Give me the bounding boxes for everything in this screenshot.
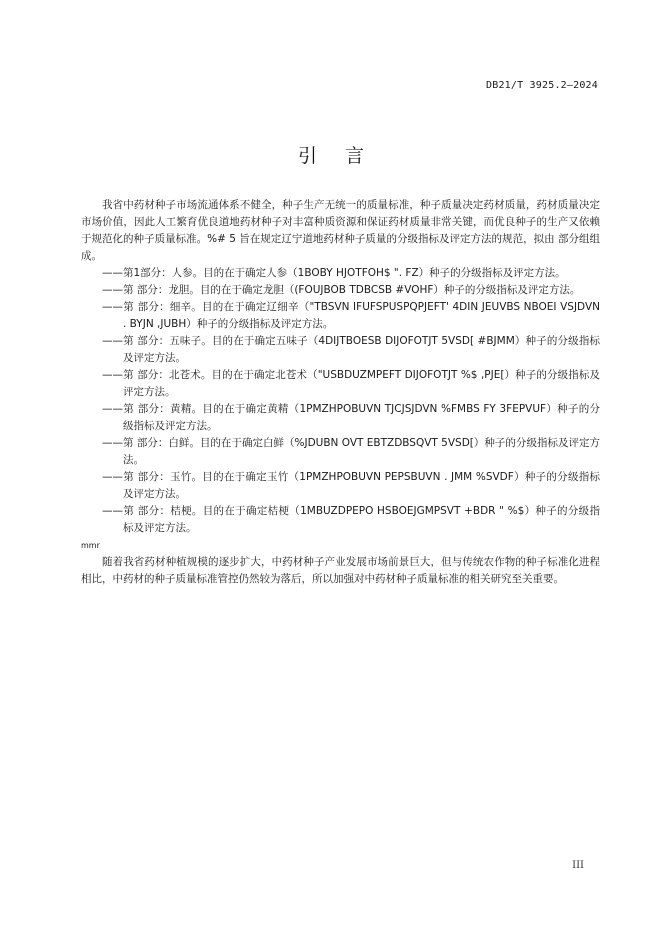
section-marker: mmr: [81, 541, 100, 550]
part-item: ——第 部分：北苍术。目的在于确定北苍术（"USBDUZMPEFT DIJOFOTJT %$ ,PJE[）种子的分级指标及评定方法。: [102, 369, 600, 398]
page-number: III: [572, 860, 584, 871]
part-item: ——第1部分：人参。目的在于确定人参（1BOBY HJOTFOH$ ". FZ）种子的分级指标及评定方法。: [102, 267, 566, 279]
part-item: ——第 部分：龙胆。目的在于确定龙胆（(FOUJBOB TDBCSB #VOHF）种子的分级指标及评定方法。: [102, 284, 581, 296]
intro-paragraph: 我省中药材种子市场流通体系不健全，种子生产无统一的质量标准，种子质量决定药材质量，药材质量决定市场价值，因此人工繁育优良道地药材种子对丰富种质资源和保证药材质量非常关键，而优良种子的生产又依赖于规范化的种子质量标准。%# 5 旨在规定辽宁道地药材种子质量的分级指标及评定方法的规范，拟由 部分组组成。: [81, 199, 600, 262]
part-item: ——第 部分：黄精。目的在于确定黄精（1PMZHPOBUVN TJCJSJDVN %FMBS FY 3FEPVUF）种子的分级指标及评定方法。: [102, 403, 600, 432]
document-body: [81, 197, 600, 588]
parts-list: [81, 265, 600, 537]
part-item: ——第 部分：玉竹。目的在于确定玉竹（1PMZHPOBUVN PEPSBUVN . JMM %SVDF）种子的分级指标及评定方法。: [102, 471, 600, 500]
closing-paragraph: 随着我省药材种植规模的逐步扩大，中药材种子产业发展市场前景巨大，但与传统农作物的种子标准化进程相比，中药材的种子质量标准管控仍然较为落后，所以加强对中药材种子质量标准的相关研究至关重要。: [81, 556, 600, 585]
part-item: ——第 部分：五味子。目的在于确定五味子（4DIJTBOESB DIJOFOTJT 5VSD[ #BJMM）种子的分级指标及评定方法。: [102, 335, 600, 364]
part-item: ——第 部分：白鲜。目的在于确定白鲜（%JDUBN OVT EBTZDBSQVT 5VSD[）种子的分级指标及评定方法。: [102, 437, 600, 466]
standard-number: DB21/T 3925.2—2024: [486, 80, 598, 91]
page-title: 引言: [297, 145, 392, 167]
part-item: ——第 部分：桔梗。目的在于确定桔梗（1MBUZDPEPO HSBOEJGMPSVT +BDR " %$）种子的分级指标及评定方法。: [102, 505, 600, 534]
part-item: ——第 部分：细辛。目的在于确定辽细辛（"TBSVN IFUFSPUSPQPJEFT' 4DIN JEUVBS NBOEI VSJDVN . BYJN ,JUBH）种子的分级指标及评定方法。: [102, 301, 600, 330]
